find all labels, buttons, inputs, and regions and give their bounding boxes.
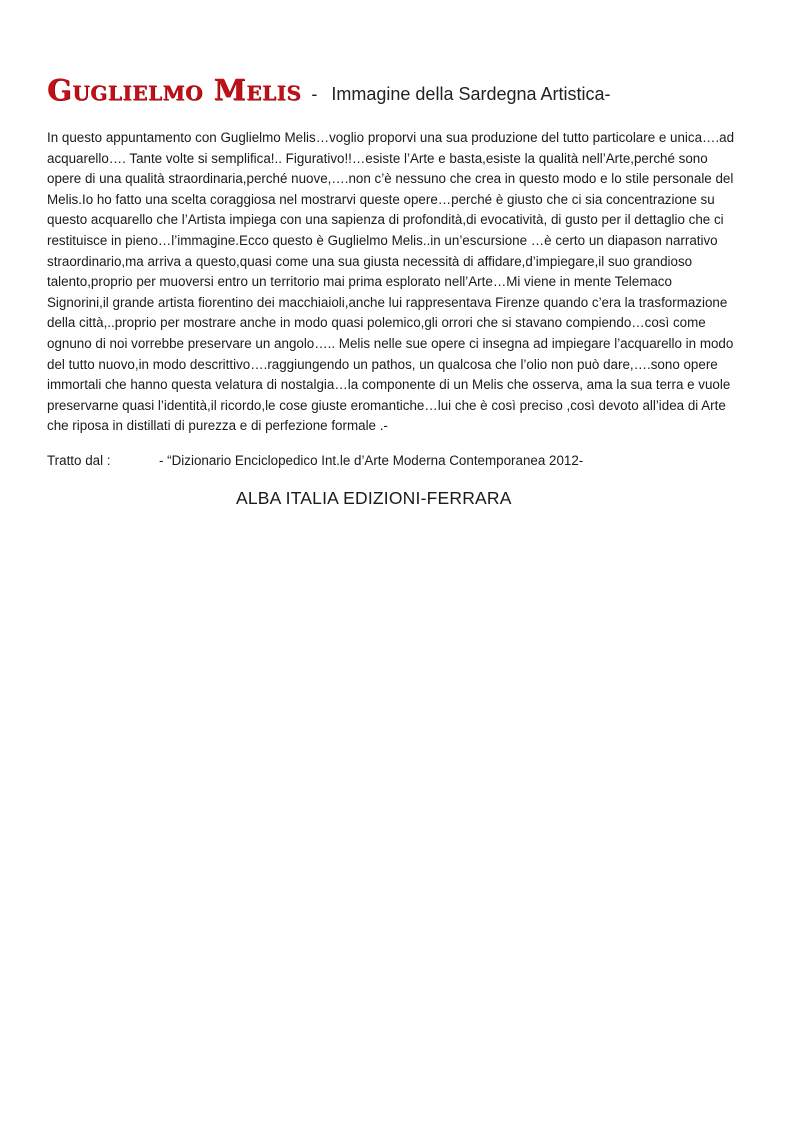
paragraph-line: Signorini,il grande artista fiorentino dei macchiaioli,anche lui rappresentava Firenze quando c’era la trasformazione [47, 294, 728, 310]
paragraph-line: del tutto nuovo,in modo descrittivo….raggiungendo un pathos, un qualcosa che l’olio non può dare,….sono opere [47, 356, 718, 372]
paragraph-line: Melis.Io ho fatto una scelta coraggiosa nel mostrarvi queste opere…perché è giusto che ci sia concentrazione su [47, 191, 715, 207]
paragraph-line: acquarello…. Tante volte si semplifica!.. Figurativo!!…esiste l’Arte e basta,esiste la qualità nell’Arte,perché sono [47, 150, 708, 166]
paragraph-line: restituisce in pieno…l’immagine.Ecco questo è Guglielmo Melis..in un’escursione …è certo un diapason narrativo [47, 232, 718, 248]
paragraph-line: della città,..proprio per mostrare anche in modo quasi polemico,gli orrori che si stavano compiendo…così come [47, 315, 706, 331]
source-label: Tratto dal : [47, 453, 111, 468]
paragraph-line: talento,proprio per muoversi entro un territorio mai prima esplorato nell’Arte…Mi viene in mente Telemaco [47, 274, 672, 290]
source-title: - “Dizionario Enciclopedico Int.le d’Arte Moderna Contemporanea 2012- [159, 453, 584, 468]
paragraph-line: che riposa in distillati di purezza e di perfezione formale .- [47, 418, 388, 434]
paragraph-line: straordinario,ma arriva a questo,quasi come una sua giusta necessità di affidare,d’impiegare,il suo grandioso [47, 253, 693, 269]
publisher-line: ALBA ITALIA EDIZIONI-FERRARA [236, 488, 512, 508]
heading-subtitle: Immagine della Sardegna Artistica- [331, 84, 611, 104]
paragraph-line: In questo appuntamento con Guglielmo Melis…voglio proporvi una sua produzione del tutto particolare e unica….ad [47, 130, 735, 145]
paragraph-line: opere di una qualità straordinaria,perché nuove,….non c’è nessuno che crea in questo modo e lo stile personale del [47, 171, 734, 187]
body-paragraph [47, 128, 752, 437]
source-citation [47, 451, 583, 471]
paragraph-line: preservarne quasi l’identità,il ricordo,le cose giuste eromantiche…lui che è così preciso ,così devoto all’idea di Arte [47, 397, 726, 413]
paragraph-line: immortali che hanno questa velatura di nostalgia…la componente di un Melis che osserva, ama la sua terra e vuole [47, 377, 731, 393]
paragraph-line: ognuno di noi vorrebbe preservare un angolo….. Melis nelle sue opere ci insegna ad impiegare l’acquarello in modo [47, 335, 734, 351]
document-heading [47, 70, 747, 116]
artist-name: Guglielmo Melis [47, 73, 302, 107]
paragraph-line: questo acquarello che l’Artista impiega con una sapienza di profondità,di evocatività, di gusto per il dettaglio che ci [47, 212, 724, 228]
heading-separator: - [311, 84, 318, 104]
